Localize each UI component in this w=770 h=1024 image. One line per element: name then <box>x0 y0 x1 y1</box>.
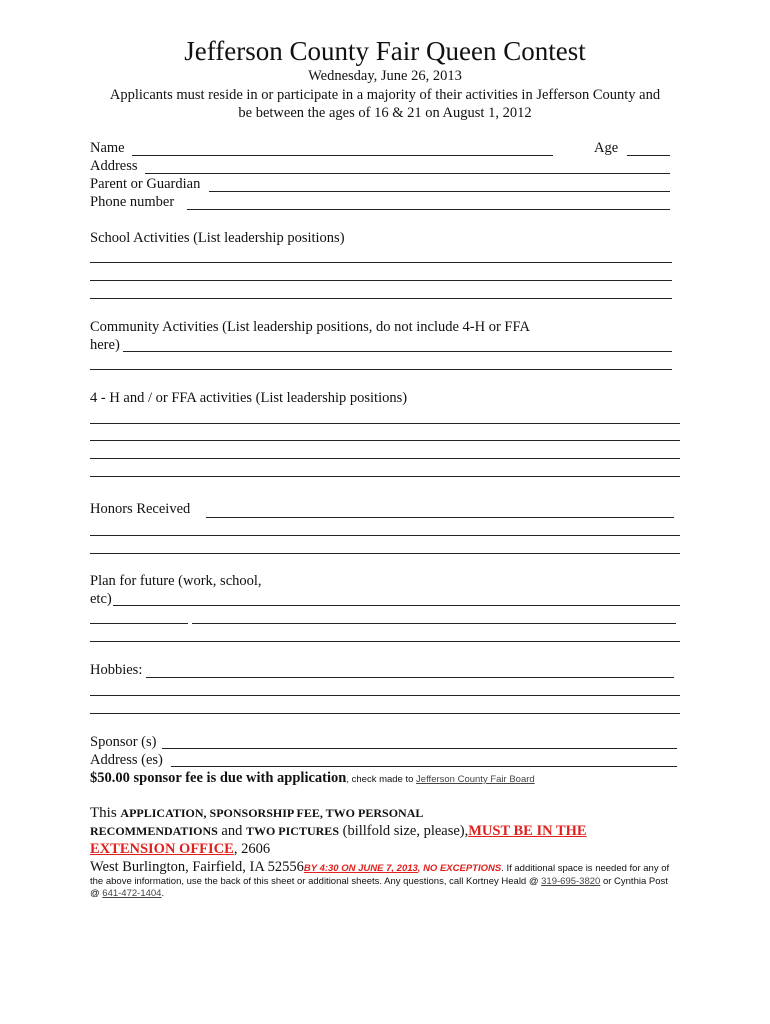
community-activities-label: Community Activities (List leadership positions, do not include 4-H or FFA <box>90 319 530 335</box>
school-activities-label: School Activities (List leadership positions) <box>90 230 345 246</box>
instructions-line-2 <box>90 823 587 840</box>
check-payee-link[interactable]: Jefferson County Fair Board <box>416 774 535 785</box>
note-line-2-a: the above information, use the back of this sheet or additional sheets. Any questions, call Kortney Heald @ <box>90 876 542 887</box>
page-title: Jefferson County Fair Queen Contest <box>184 36 586 66</box>
hobbies-line[interactable] <box>90 713 680 714</box>
school-activities-line[interactable] <box>90 298 672 299</box>
address-line-text: West Burlington, Fairfield, IA 52556 <box>90 859 304 875</box>
phone-label: Phone number <box>90 194 175 210</box>
fee-amount-text: $50.00 sponsor fee is due with application <box>90 770 347 786</box>
phone-link-1[interactable]: 319-695-3820 <box>541 876 601 887</box>
hobbies-label: Hobbies: <box>90 662 143 678</box>
two-pictures-text: TWO PICTURES <box>245 824 339 838</box>
age-label: Age <box>594 140 619 156</box>
eligibility-line-2: be between the ages of 16 & 21 on August 1, 2012 <box>238 105 532 121</box>
honors-line[interactable] <box>90 535 680 536</box>
address-number-text: , 2606 <box>233 841 271 857</box>
address-label: Address <box>90 158 138 174</box>
community-activities-line[interactable] <box>90 369 672 370</box>
instructions-line-3 <box>90 841 270 858</box>
hobbies-line[interactable] <box>146 677 674 678</box>
honors-line[interactable] <box>90 553 680 554</box>
must-be-text: MUST BE IN THE <box>468 823 587 839</box>
community-activities-label-2: here) <box>90 337 120 353</box>
hobbies-line[interactable] <box>90 695 680 696</box>
this-text: This <box>90 805 121 821</box>
future-plan-line[interactable] <box>113 605 680 606</box>
phone-field[interactable] <box>187 209 670 210</box>
instructions-line-6 <box>90 888 164 899</box>
future-plan-label-2: etc) <box>90 591 112 607</box>
fourh-ffa-line[interactable] <box>90 458 680 459</box>
sponsor-address-label: Address (es) <box>90 752 163 768</box>
instructions-line-4 <box>90 859 669 876</box>
sponsor-fee-notice <box>90 770 535 787</box>
age-field[interactable] <box>627 155 670 156</box>
and-text: and <box>217 823 246 839</box>
contest-date: Wednesday, June 26, 2013 <box>308 68 462 84</box>
fourh-ffa-line[interactable] <box>90 476 680 477</box>
future-plan-line[interactable] <box>90 641 680 642</box>
sponsor-label: Sponsor (s) <box>90 734 157 750</box>
future-plan-label: Plan for future (work, school, <box>90 573 262 589</box>
sponsor-address-field[interactable] <box>171 766 677 767</box>
no-exceptions-text: , NO EXCEPTIONS <box>417 863 502 874</box>
fourh-ffa-line[interactable] <box>90 440 680 441</box>
sponsor-field[interactable] <box>162 748 677 749</box>
extension-office-text: EXTENSION OFFICE <box>90 841 234 857</box>
note-part-1: . If additional space is needed for any of <box>501 863 670 874</box>
name-field[interactable] <box>132 155 553 156</box>
instructions-line-1 <box>90 805 423 822</box>
phone-link-2[interactable]: 641-472-1404 <box>102 888 162 899</box>
fourh-ffa-label: 4 - H and / or FFA activities (List leadership positions) <box>90 390 408 406</box>
application-text: APPLICATION, SPONSORSHIP FEE, TWO PERSONAL <box>120 806 424 820</box>
fourh-ffa-line[interactable] <box>90 423 680 424</box>
future-plan-line[interactable] <box>192 623 676 624</box>
school-activities-line[interactable] <box>90 262 672 263</box>
at-text: @ <box>90 888 103 899</box>
community-activities-line[interactable] <box>123 351 672 352</box>
eligibility-line-1: Applicants must reside in or participate in a majority of their activities in Jefferson County and <box>109 87 661 103</box>
period-text: . <box>161 888 165 899</box>
deadline-text: BY 4:30 ON JUNE 7, 2013 <box>303 863 418 874</box>
future-plan-line[interactable] <box>90 623 188 624</box>
name-label: Name <box>90 140 125 156</box>
school-activities-line[interactable] <box>90 280 672 281</box>
honors-line[interactable] <box>206 517 674 518</box>
recommendations-text: RECOMMENDATIONS <box>90 824 218 838</box>
instructions-line-5 <box>90 876 668 887</box>
note-line-2-b: or Cynthia Post <box>600 876 668 887</box>
address-field[interactable] <box>145 173 670 174</box>
billfold-text: (billfold size, please), <box>339 823 469 839</box>
parent-label: Parent or Guardian <box>90 176 201 192</box>
check-prefix: , check made to <box>346 774 417 785</box>
honors-label: Honors Received <box>90 501 191 517</box>
parent-field[interactable] <box>209 191 670 192</box>
